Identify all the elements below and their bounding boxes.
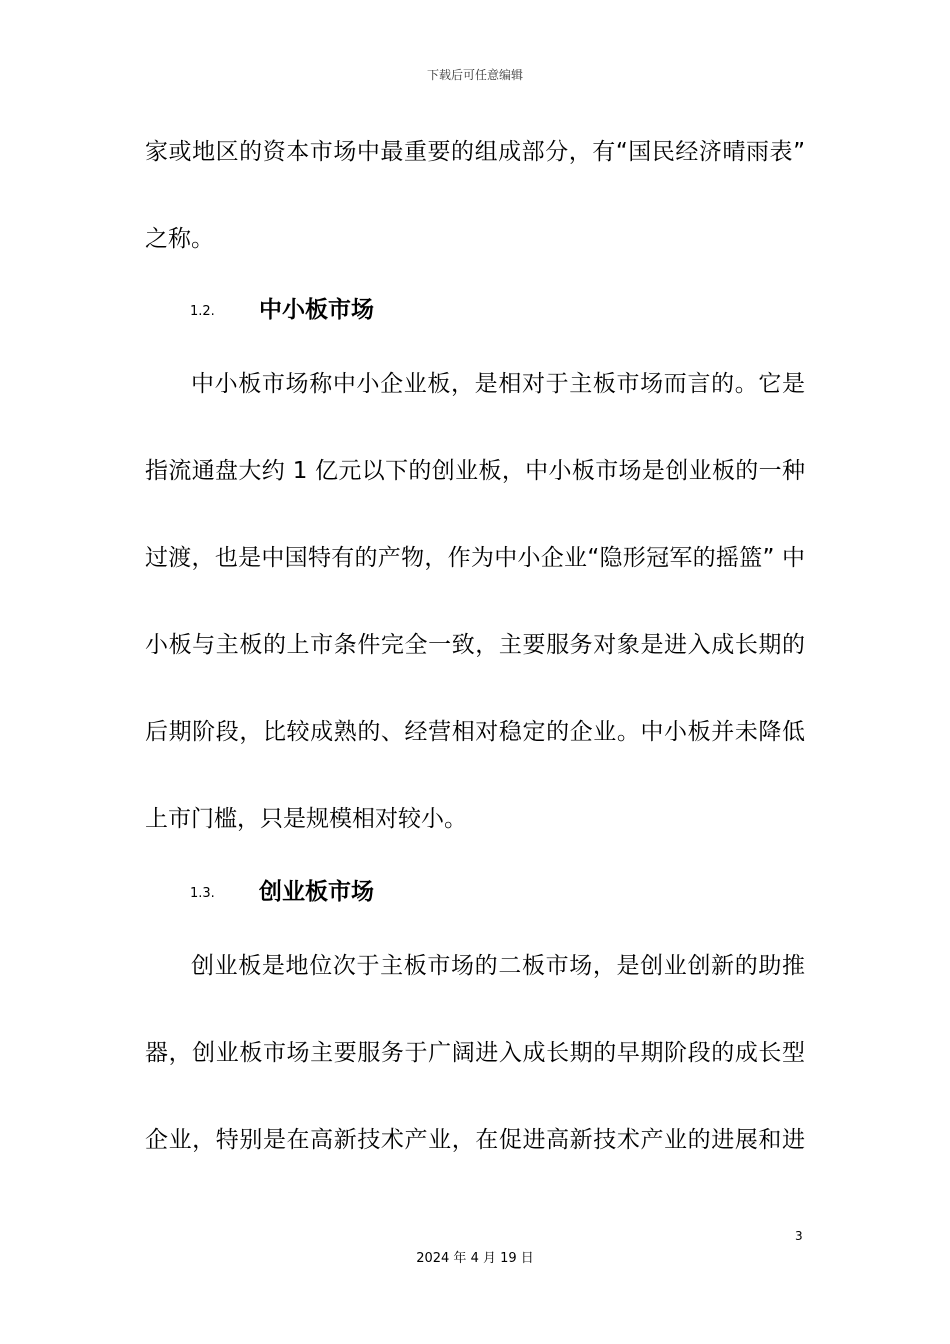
section-title-1-2: 中小板市场 [259, 297, 374, 323]
section-1-2-line-5: 后期阶段，比较成熟的、经营相对稳定的企业。中小板并未降低 [145, 719, 805, 745]
section-1-2-line-4: 小板与主板的上市条件完全一致，主要服务对象是进入成长期的 [145, 632, 805, 658]
section-title-1-3: 创业板市场 [259, 879, 374, 905]
intro-line-2: 之称。 [145, 226, 214, 252]
footer-date: 2024 年 4 月 19 日 [416, 1251, 534, 1266]
section-1-2-line-1: 中小板市场称中小企业板，是相对于主板市场而言的。它是 [191, 371, 805, 397]
section-1-3-line-1: 创业板是地位次于主板市场的二板市场，是创业创新的助推 [191, 953, 805, 979]
page-number: 3 [795, 1229, 803, 1243]
page-header: 下载后可任意编辑 [426, 68, 523, 82]
section-1-2-line-6: 上市门槛，只是规模相对较小。 [145, 806, 467, 832]
section-1-3-line-2: 器，创业板市场主要服务于广阔进入成长期的早期阶段的成长型 [145, 1040, 805, 1066]
section-1-2-line-2: 指流通盘大约 1 亿元以下的创业板，中小板市场是创业板的一种 [145, 458, 805, 484]
section-1-3-line-3: 企业，特别是在高新技术产业，在促进高新技术产业的进展和进 [145, 1127, 805, 1153]
intro-line-1: 家或地区的资本市场中最重要的组成部分，有“国民经济晴雨表” [145, 139, 805, 165]
section-number-1-3: 1.3. [190, 886, 215, 901]
section-number-1-2: 1.2. [190, 304, 215, 319]
section-1-2-line-3: 过渡，也是中国特有的产物，作为中小企业“隐形冠军的摇篮” 中 [145, 545, 805, 571]
